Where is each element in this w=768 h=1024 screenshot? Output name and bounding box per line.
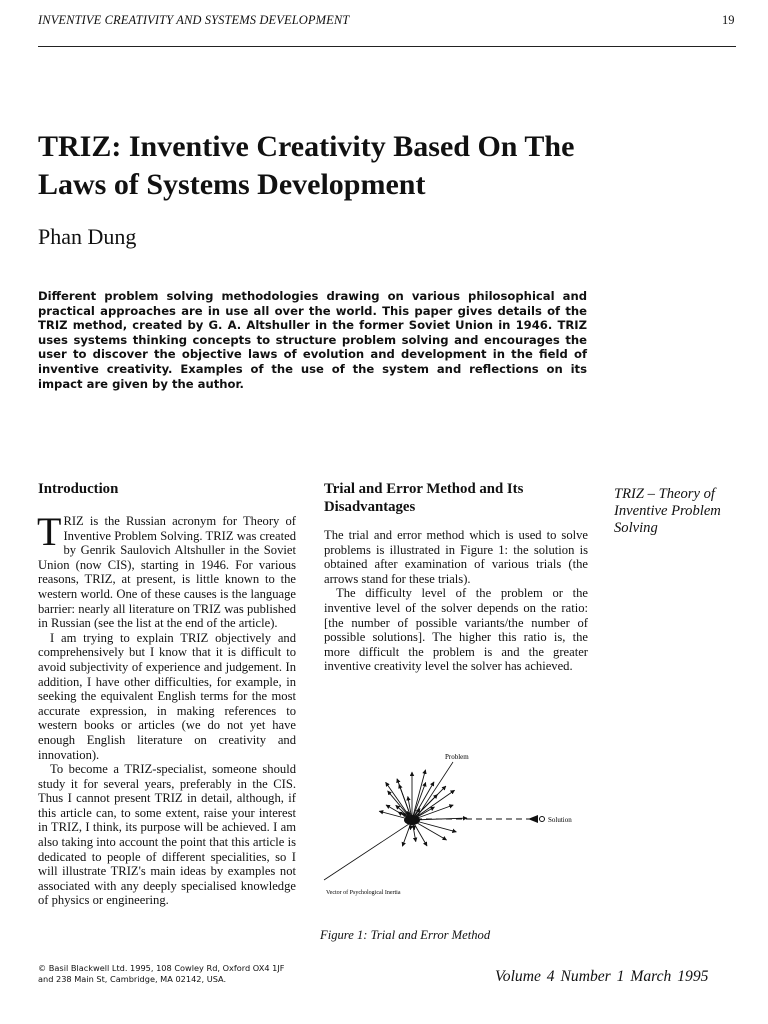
psychological-inertia-vector: [324, 820, 415, 880]
trial-error-paragraph-2: The difficulty level of the problem or the inventive level of the solver depends on the ratio: [the number of possible variants/the number of possible solutions]. The higher this ratio is, the more difficult the problem is and the greater inventive creativity level the solver has achieved.: [324, 586, 588, 674]
author-name: Phan Dung: [38, 224, 137, 249]
title-line-1: TRIZ: Inventive Creativity Based On The: [38, 130, 575, 163]
introduction-paragraph-3: To become a TRIZ-specialist, someone should study it for several years, preferably in the CIS. Thus I cannot present TRIZ in detail, although, if this article can, to some extent, raise your interest in TRIZ, I think, its purpose will be achieved. I am also taking into account the point that this article is dedicated to people of different specialities, so I will illustrate TRIZ's main ideas by examples not associated with any deeply specialised knowledge of physics or engineering.: [38, 762, 296, 908]
copyright-line-1: © Basil Blackwell Ltd. 1995, 108 Cowley Rd, Oxford OX4 1JF: [38, 963, 285, 973]
trial-arrow: [412, 805, 453, 820]
margin-note: TRIZ – Theory of Inventive Problem Solving: [614, 486, 721, 536]
trial-arrow: [412, 820, 447, 840]
drop-cap: T: [37, 509, 62, 554]
solution-point: [540, 817, 545, 822]
introduction-heading: Introduction: [38, 481, 119, 497]
trial-error-heading: Trial and Error Method and Its Disadvantages: [324, 481, 524, 515]
trial-arrow: [388, 791, 412, 820]
trial-error-paragraph-1: The trial and error method which is used to solve problems is illustrated in Figure 1: the solution is obtained after examination of various trials (the arrows stand for these trials).: [324, 528, 588, 586]
copyright-notice: [38, 963, 318, 984]
volume-info: Volume 4 Number 1 March 1995: [495, 968, 709, 985]
problem-label: Problem: [445, 753, 469, 761]
solution-label: Solution: [548, 816, 572, 824]
header-rule: [38, 46, 736, 47]
article-title: [38, 128, 698, 204]
figure-1-trial-error-diagram: [320, 748, 600, 908]
figure-caption: Figure 1: Trial and Error Method: [320, 928, 491, 942]
trial-error-body: [324, 528, 588, 674]
title-line-2: Laws of Systems Development: [38, 168, 426, 201]
trial-error-diagram: [320, 748, 600, 908]
introduction-paragraph-2: I am trying to explain TRIZ objectively and comprehensively but I know that it is difficult to avoid subjectivity of experience and judgement. In addition, I have other difficulties, for example, in seeking the equivalent English terms for the most accurate expression, in making references to western books or articles (we do not yet have enough English literature on creativity and innovation).: [38, 630, 296, 762]
introduction-paragraph-1-text: RIZ is the Russian acronym for Theory of Inventive Problem Solving. TRIZ was created by Genrik Saulovich Altshuller in the Soviet Union (now CIS), starting in 1946. For various reasons, TRIZ, at present, is little known to the western world. One of these causes is the language barrier: nearly all literature on TRIZ was published in Russian (see the list at the end of the article).: [38, 514, 296, 631]
solution-arrowhead: [528, 815, 538, 823]
introduction-paragraph-1: [37, 509, 296, 631]
trial-arrow: [412, 820, 456, 832]
running-head: INVENTIVE CREATIVITY AND SYSTEMS DEVELOPMENT: [38, 13, 350, 27]
introduction-body: [37, 509, 296, 908]
abstract: Different problem solving methodologies drawing on various philosophical and practical approaches are in use all over the world. This paper gives details of the TRIZ method, created by G. A. Altshuller in the former Soviet Union in 1946. TRIZ uses systems thinking concepts to structure problem solving and encourages the user to discover the objective laws of evolution and development in the field of inventive creativity. Examples of the use of the system and reflections on its impact are given by the author.: [38, 289, 587, 391]
page-number: 19: [722, 13, 735, 27]
copyright-line-2: and 238 Main St, Cambridge, MA 02142, USA.: [38, 973, 227, 984]
vector-label: Vector of Psychological Inertia: [326, 890, 401, 896]
